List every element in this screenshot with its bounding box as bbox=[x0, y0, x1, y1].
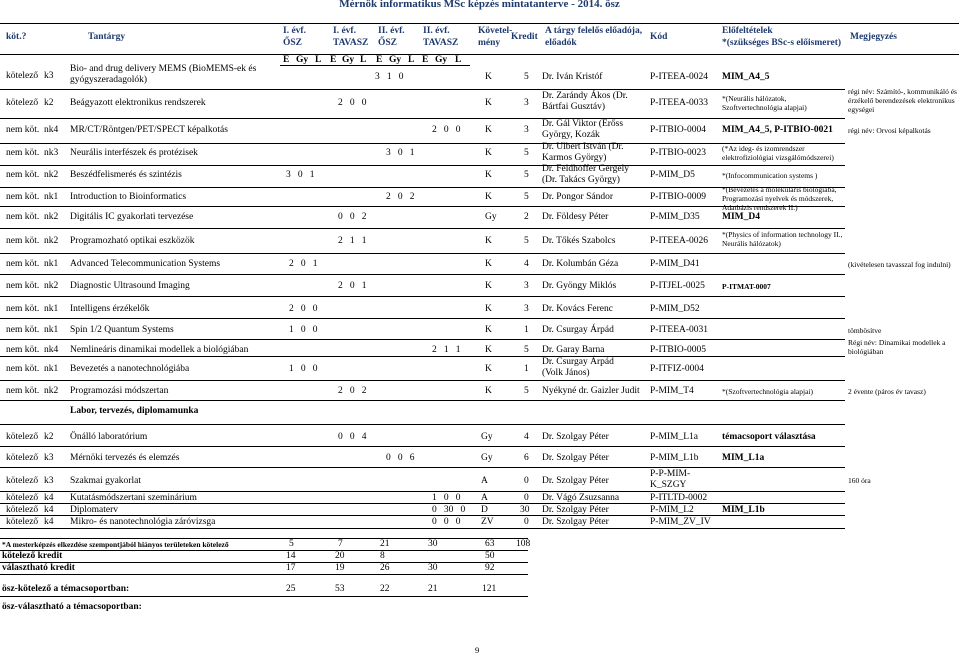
row-lecturer: Dr. Vágó Zsuzsanna bbox=[542, 493, 620, 503]
row-lecturer: Dr. Szolgay Péter bbox=[542, 432, 609, 442]
row-lecturer: Dr. Csurgay Árpád bbox=[542, 325, 614, 335]
row-code: nk1 bbox=[44, 325, 59, 335]
row-hours: 0 0 6 bbox=[386, 453, 415, 463]
row-code: k2 bbox=[44, 432, 54, 442]
row-code: k4 bbox=[44, 505, 54, 515]
row-req: K bbox=[485, 125, 492, 135]
header-c4b: TAVASZ bbox=[423, 38, 459, 48]
row-lecturer: Dr. Szolgay Péter bbox=[542, 505, 609, 515]
row-note: (kivételesen tavasszal fog indulni) bbox=[848, 260, 951, 269]
summary-r4-v4: 121 bbox=[482, 584, 497, 594]
row-prereq: MIM_L1a bbox=[722, 453, 765, 463]
row-req: A bbox=[481, 493, 488, 503]
row-note: tömbösítve bbox=[848, 326, 882, 335]
egyl-11: L bbox=[455, 55, 462, 65]
row-name: Beágyazott elektronikus rendszerek bbox=[70, 98, 206, 108]
row-code-id: P-MIM_L2 bbox=[650, 505, 694, 515]
egyl-1: Gy bbox=[296, 55, 309, 65]
header-eloado2: előadók bbox=[545, 38, 577, 48]
header-megj: Megjegyzés bbox=[850, 32, 897, 42]
row-code-id: P-ITBIO-0004 bbox=[650, 125, 706, 135]
header-kov2: mény bbox=[478, 38, 501, 48]
row-prereq: témacsoport választása bbox=[722, 432, 816, 442]
header-elof2: *(szükséges BSc-s előismeret) bbox=[722, 38, 842, 48]
summary-r1-v2: 21 bbox=[380, 539, 390, 549]
row-code: k3 bbox=[44, 476, 54, 486]
row-credit: 3 bbox=[524, 98, 529, 108]
row-code: nk1 bbox=[44, 259, 59, 269]
header-kredit: Kredit bbox=[511, 32, 538, 42]
header-c2b: TAVASZ bbox=[333, 38, 369, 48]
row-kot: kötelező bbox=[6, 98, 39, 108]
summary-r2-v0: 14 bbox=[286, 551, 296, 561]
header-tantargy: Tantárgy bbox=[88, 32, 126, 42]
row-lecturer: Nyékyné dr. Gaizler Judit bbox=[542, 386, 640, 396]
row-credit: 5 bbox=[524, 192, 529, 202]
row-req: Gy bbox=[485, 212, 497, 222]
row-code: nk1 bbox=[44, 364, 59, 374]
row-hours: 2 0 1 bbox=[338, 281, 367, 291]
row-hours: 2 0 2 bbox=[386, 192, 415, 202]
summary-label-2: kötelező kredit bbox=[2, 551, 63, 561]
row-req: K bbox=[485, 345, 492, 355]
egyl-5: L bbox=[360, 55, 367, 65]
row-code-id: P-MIM_T4 bbox=[650, 386, 694, 396]
row-note: 2 évente (páros év tavasz) bbox=[848, 387, 926, 396]
row-hours: 3 1 0 bbox=[375, 72, 404, 82]
row-prereq: MIM_D4 bbox=[722, 212, 760, 222]
row-code-id: P-ITBIO-0005 bbox=[650, 345, 706, 355]
row-kot: nem köt. bbox=[6, 236, 40, 246]
row-req: K bbox=[485, 281, 492, 291]
row-code: nk1 bbox=[44, 304, 59, 314]
header-elof1: Előfeltételek bbox=[722, 26, 773, 36]
row-code: nk2 bbox=[44, 236, 59, 246]
row-kot: nem köt. bbox=[6, 148, 40, 158]
row-credit: 5 bbox=[524, 386, 529, 396]
row-prereq: *(Szoftvertechnológia alapjai) bbox=[722, 387, 814, 396]
row-credit: 2 bbox=[524, 212, 529, 222]
summary-label-5: ösz-választható a témacsoportban: bbox=[2, 602, 142, 612]
row-name: Advanced Telecommunication Systems bbox=[70, 259, 221, 269]
row-code: nk2 bbox=[44, 386, 59, 396]
row-name: MR/CT/Röntgen/PET/SPECT képalkotás bbox=[70, 125, 228, 135]
row-prereq: (*Az ideg- és izomrendszer elektrofiziológiai vizsgálómódszerei) bbox=[722, 144, 834, 162]
header-c3b: ŐSZ bbox=[378, 38, 398, 48]
header-c3a: II. évf. bbox=[378, 26, 405, 36]
row-credit: 5 bbox=[524, 148, 529, 158]
row-hours: 0 0 4 bbox=[338, 432, 367, 442]
row-hours: 2 0 0 bbox=[432, 125, 461, 135]
header-c2a: I. évf. bbox=[333, 26, 356, 36]
row-req: K bbox=[485, 72, 492, 82]
row-kot: nem köt. bbox=[6, 212, 40, 222]
row-credit: 1 bbox=[524, 325, 529, 335]
row-code: nk2 bbox=[44, 281, 59, 291]
page-number: 9 bbox=[475, 645, 480, 655]
row-credit: 0 bbox=[524, 517, 529, 527]
row-name: Kutatásmódszertani szeminárium bbox=[70, 493, 197, 503]
row-req: A bbox=[481, 476, 488, 486]
labor-title: Labor, tervezés, diplomamunka bbox=[70, 406, 199, 416]
row-name: Mérnöki tervezés és elemzés bbox=[70, 453, 180, 463]
row-note: 160 óra bbox=[848, 476, 871, 485]
summary-r1-v1: 7 bbox=[338, 539, 343, 549]
row-credit: 4 bbox=[524, 259, 529, 269]
row-kot: nem köt. bbox=[6, 304, 40, 314]
row-credit: 5 bbox=[524, 236, 529, 246]
row-prereq: *(Infocommunication systems ) bbox=[722, 171, 818, 180]
row-code-id: P-ITLTD-0002 bbox=[650, 493, 708, 503]
row-code-id: P-MIM_L1a bbox=[650, 432, 699, 442]
summary-r4-v0: 25 bbox=[286, 584, 296, 594]
row-name: Intelligens érzékelők bbox=[70, 304, 150, 314]
row-lecturer: Dr. Ulbert István (Dr. Karmos György) bbox=[542, 142, 624, 163]
row-credit: 5 bbox=[524, 345, 529, 355]
row-kot: nem köt. bbox=[6, 125, 40, 135]
header-eloado1: A tárgy felelős előadója, bbox=[545, 26, 643, 36]
row-prereq: P-ITMAT-0007 bbox=[722, 282, 771, 291]
row-code: nk1 bbox=[44, 192, 59, 202]
row-hours: 3 0 1 bbox=[286, 170, 315, 180]
row-credit: 4 bbox=[524, 432, 529, 442]
row-hours: 2 1 1 bbox=[338, 236, 367, 246]
row-req: K bbox=[485, 325, 492, 335]
row-hours: 1 0 0 bbox=[289, 325, 318, 335]
row-lecturer: Dr. Földesy Péter bbox=[542, 212, 609, 222]
row-credit: 30 bbox=[520, 505, 530, 515]
row-hours: 2 0 1 bbox=[289, 259, 318, 269]
row-name: Mikro- és nanotechnológia záróvizsga bbox=[70, 517, 216, 527]
row-name: Spin 1/2 Quantum Systems bbox=[70, 325, 174, 335]
row-note: régi név: Számító-, kommunikáló és érzékelő berendezések elektronikus egységei bbox=[848, 87, 957, 114]
row-name: Bio- and drug delivery MEMS (BioMEMS-ek és gyógyszeradagolók) bbox=[70, 64, 257, 85]
row-code-id: P-ITEEA-0031 bbox=[650, 325, 709, 335]
header-kov1: Követel- bbox=[478, 26, 513, 36]
row-code-id: P-ITEEA-0033 bbox=[650, 98, 709, 108]
row-prereq: MIM_A4_5, P-ITBIO-0021 bbox=[722, 125, 833, 135]
row-lecturer: Dr. Pongor Sándor bbox=[542, 192, 613, 202]
summary-r4-v3: 21 bbox=[428, 584, 438, 594]
row-name: Önálló laboratórium bbox=[70, 432, 148, 442]
row-req: K bbox=[485, 364, 492, 374]
row-code-id: P-MIM_L1b bbox=[650, 453, 699, 463]
row-code-id: P-MIM_D5 bbox=[650, 170, 695, 180]
row-req: ZV bbox=[481, 517, 494, 527]
summary-r2-v2: 8 bbox=[380, 551, 385, 561]
row-code: nk4 bbox=[44, 125, 59, 135]
row-code: nk3 bbox=[44, 148, 59, 158]
header-kot: köt.? bbox=[6, 32, 27, 42]
row-req: K bbox=[485, 304, 492, 314]
row-code: nk4 bbox=[44, 345, 59, 355]
summary-r2-v1: 20 bbox=[335, 551, 345, 561]
header-kod: Kód bbox=[650, 32, 668, 42]
row-lecturer: Dr. Kovács Ferenc bbox=[542, 304, 613, 314]
row-hours: 1 0 0 bbox=[289, 364, 318, 374]
summary-r4-v2: 22 bbox=[380, 584, 390, 594]
row-code: k3 bbox=[44, 453, 54, 463]
row-lecturer: Dr. Szolgay Péter bbox=[542, 517, 609, 527]
row-lecturer: Dr. Kolumbán Géza bbox=[542, 259, 619, 269]
row-kot: nem köt. bbox=[6, 345, 40, 355]
row-code: k3 bbox=[44, 71, 54, 81]
egyl-2: L bbox=[315, 55, 322, 65]
row-hours: 3 0 1 bbox=[386, 148, 415, 158]
header-c4a: II. évf. bbox=[423, 26, 450, 36]
row-kot: nem köt. bbox=[6, 386, 40, 396]
summary-r1-v3: 30 bbox=[428, 539, 438, 549]
row-code-id: P-ITJEL-0025 bbox=[650, 281, 705, 291]
row-credit: 5 bbox=[524, 72, 529, 82]
row-hours: 2 0 0 bbox=[338, 98, 367, 108]
row-credit: 3 bbox=[524, 281, 529, 291]
row-kot: kötelező bbox=[6, 517, 39, 527]
row-req: K bbox=[485, 192, 492, 202]
row-prereq: MIM_L1b bbox=[722, 505, 765, 515]
row-req: K bbox=[485, 386, 492, 396]
header-c1a: I. évf. bbox=[283, 26, 306, 36]
row-lecturer: Dr. Zarándy Ákos (Dr. Bártfai Gusztáv) bbox=[542, 91, 628, 112]
summary-r1-v0: 5 bbox=[289, 539, 294, 549]
row-lecturer: Dr. Iván Kristóf bbox=[542, 72, 603, 82]
row-req: K bbox=[485, 170, 492, 180]
row-code-id: P-MIM_D52 bbox=[650, 304, 700, 314]
summary-r3-v2: 26 bbox=[380, 563, 390, 573]
row-req: D bbox=[481, 505, 488, 515]
egyl-10: Gy bbox=[435, 55, 448, 65]
row-credit: 0 bbox=[524, 493, 529, 503]
row-name: Programozható optikai eszközök bbox=[70, 236, 195, 246]
row-kot: nem köt. bbox=[6, 170, 40, 180]
row-credit: 3 bbox=[524, 125, 529, 135]
row-name: Beszédfelismerés és szintézis bbox=[70, 170, 182, 180]
summary-r1-v4: 63 bbox=[485, 539, 495, 549]
row-code: k4 bbox=[44, 517, 54, 527]
row-kot: nem köt. bbox=[6, 325, 40, 335]
row-code-id: P-ITBIO-0023 bbox=[650, 148, 706, 158]
row-kot: kötelező bbox=[6, 505, 39, 515]
row-req: K bbox=[485, 148, 492, 158]
summary-label-1: *A mesterképzés elkezdése szempontjából hiányos területeken kötelező bbox=[2, 540, 229, 549]
row-kot: kötelező bbox=[6, 71, 39, 81]
summary-r3-v3: 30 bbox=[428, 563, 438, 573]
row-req: Gy bbox=[481, 432, 493, 442]
row-kot: kötelező bbox=[6, 476, 39, 486]
row-name: Programozási módszertan bbox=[70, 386, 169, 396]
summary-label-3: választható kredit bbox=[2, 563, 75, 573]
row-kot: kötelező bbox=[6, 453, 39, 463]
row-note: régi név: Orvosi képalkotás bbox=[848, 126, 931, 135]
row-kot: nem köt. bbox=[6, 192, 40, 202]
row-hours: 2 0 2 bbox=[338, 386, 367, 396]
row-hours: 2 0 0 bbox=[289, 304, 318, 314]
row-req: K bbox=[485, 236, 492, 246]
row-req: K bbox=[485, 259, 492, 269]
row-code-id: P-ITFIZ-0004 bbox=[650, 364, 704, 374]
row-name: Introduction to Bioinformatics bbox=[70, 192, 187, 202]
row-code-id: P-ITEEA-0024 bbox=[650, 72, 709, 82]
row-prereq: *(Neurális hálózatok, Szoftvertechnológia alapjai) bbox=[722, 94, 807, 112]
row-code: nk2 bbox=[44, 212, 59, 222]
summary-r3-v4: 92 bbox=[485, 563, 495, 573]
row-req: K bbox=[485, 98, 492, 108]
row-code-id: P-ITEEA-0026 bbox=[650, 236, 709, 246]
row-name: Diplomaterv bbox=[70, 505, 119, 515]
row-credit: 3 bbox=[524, 304, 529, 314]
header-c1b: ŐSZ bbox=[283, 38, 303, 48]
egyl-0: E bbox=[283, 55, 290, 65]
row-kot: kötelező bbox=[6, 493, 39, 503]
page-title: Mérnök informatikus MSc képzés mintatanterve - 2014. ösz bbox=[339, 0, 620, 10]
row-code: k2 bbox=[44, 98, 54, 108]
row-name: Szakmai gyakorlat bbox=[70, 476, 141, 486]
row-name: Bevezetés a nanotechnológiába bbox=[70, 364, 190, 374]
egyl-3: E bbox=[330, 55, 337, 65]
row-code-id: P-MIM_D41 bbox=[650, 259, 700, 269]
egyl-8: L bbox=[408, 55, 415, 65]
row-prereq: *(Bevezetés a molekuláris biológiába, Programozási nyelvek és módszerek, Adatbázis rendszerek II.) bbox=[722, 185, 837, 212]
row-credit: 5 bbox=[524, 170, 529, 180]
row-credit: 1 bbox=[524, 364, 529, 374]
row-code: k4 bbox=[44, 493, 54, 503]
row-name: Digitális IC gyakorlati tervezése bbox=[70, 212, 194, 222]
row-code-id: P-P-MIM-K_SZGY bbox=[650, 469, 691, 490]
egyl-9: E bbox=[422, 55, 429, 65]
row-hours: 1 0 0 bbox=[432, 493, 461, 503]
summary-label-4: ösz-kötelező a témacsoportban: bbox=[2, 584, 130, 594]
summary-r3-v0: 17 bbox=[286, 563, 296, 573]
row-code-id: P-MIM_ZV_IV bbox=[650, 517, 711, 527]
row-lecturer: Dr. Csurgay Árpád (Volk János) bbox=[542, 357, 614, 378]
row-credit: 6 bbox=[524, 453, 529, 463]
summary-r2-v3: 50 bbox=[485, 551, 495, 561]
row-prereq: MIM_A4_5 bbox=[722, 72, 770, 82]
row-hours: 2 1 1 bbox=[432, 345, 461, 355]
row-hours: 0 0 2 bbox=[338, 212, 367, 222]
row-lecturer: Dr. Szolgay Péter bbox=[542, 476, 609, 486]
row-code: nk2 bbox=[44, 170, 59, 180]
summary-r4-v1: 53 bbox=[335, 584, 345, 594]
egyl-7: Gy bbox=[389, 55, 402, 65]
row-req: Gy bbox=[481, 453, 493, 463]
row-code-id: P-MIM_D35 bbox=[650, 212, 700, 222]
row-hours: 0 30 0 bbox=[432, 505, 466, 515]
row-kot: nem köt. bbox=[6, 281, 40, 291]
row-lecturer: Dr. Feldhoffer Gergely (Dr. Takács György) bbox=[542, 164, 629, 185]
row-note: Régi név: Dinamikai modellek a biológiában bbox=[848, 338, 946, 356]
row-name: Nemlineáris dinamikai modellek a biológiában bbox=[70, 345, 249, 355]
egyl-4: Gy bbox=[342, 55, 355, 65]
summary-r1-v5: 108 bbox=[516, 539, 531, 549]
row-name: Diagnostic Ultrasound Imaging bbox=[70, 281, 190, 291]
row-name: Neurális interfészek és protézisek bbox=[70, 148, 198, 158]
row-lecturer: Dr. Garay Barna bbox=[542, 345, 605, 355]
row-kot: kötelező bbox=[6, 432, 39, 442]
row-kot: nem köt. bbox=[6, 259, 40, 269]
row-lecturer: Dr. Szolgay Péter bbox=[542, 453, 609, 463]
row-code-id: P-ITBIO-0009 bbox=[650, 192, 706, 202]
row-lecturer: Dr. Gyöngy Miklós bbox=[542, 281, 617, 291]
row-credit: 0 bbox=[524, 476, 529, 486]
row-hours: 0 0 0 bbox=[432, 517, 461, 527]
egyl-6: E bbox=[376, 55, 383, 65]
row-lecturer: Dr. Tőkés Szabolcs bbox=[542, 236, 616, 246]
row-prereq: *(Physics of information technology II., Neurális hálózatok) bbox=[722, 230, 843, 248]
row-lecturer: Dr. Gál Viktor (Erőss György, Kozák bbox=[542, 119, 624, 140]
row-kot: nem köt. bbox=[6, 364, 40, 374]
summary-r3-v1: 19 bbox=[335, 563, 345, 573]
